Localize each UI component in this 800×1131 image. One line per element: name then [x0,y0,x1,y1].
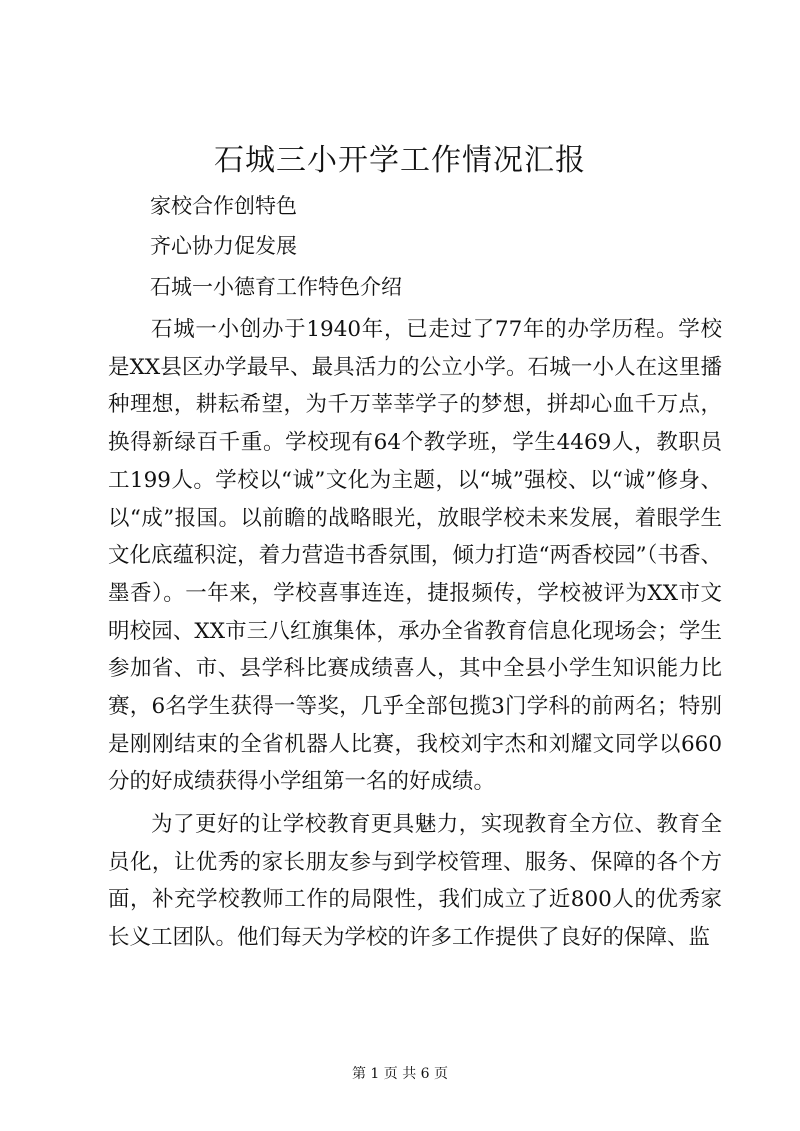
page-footer: 第 1 页 共 6 页 [351,1066,449,1082]
body-paragraph-2: 为了更好的让学校教育更具魅力，实现教育全方位、教育全员化，让优秀的家长朋友参与到学校管理、服务、保障的各个方面，补充学校教师工作的局限性，我们成立了近800人的优秀家长义工团队。他们每天为学校的许多工作提供了良好的保障、监 [108,812,722,951]
subheading-1: 家校合作创特色 [150,194,297,218]
document-title: 石城三小开学工作情况汇报 [214,143,586,178]
subheading-2: 齐心协力促发展 [150,234,297,258]
subheading-3: 石城一小德育工作特色介绍 [150,275,402,299]
body-paragraph-1: 石城一小创办于1940年，已走过了77年的办学历程。学校是XX县区办学最早、最具活力的公立小学。石城一小人在这里播种理想，耕耘希望，为千万莘莘学子的梦想，拼却心血千万点，换得新绿百千重。学校现有64个教学班，学生4469人，教职员工199人。学校以“诚”文化为主题，以“城”强校、以“诚”修身、以“成”报国。以前瞻的战略眼光，放眼学校未来发展，着眼学生文化底蕴积淀，着力营造书香氛围，倾力打造“两香校园”（书香、墨香）。一年来，学校喜事连连，捷报频传，学校被评为XX市文明校园、XX市三八红旗集体，承办全省教育信息化现场会；学生参加省、市、县学科比赛成绩喜人，其中全县小学生知识能力比赛，6名学生获得一等奖，几乎全部包揽3门学科的前两名；特别是刚刚结束的全省机器人比赛，我校刘宇杰和刘耀文同学以660分的好成绩获得小学组第一名的好成绩。 [108,317,722,795]
